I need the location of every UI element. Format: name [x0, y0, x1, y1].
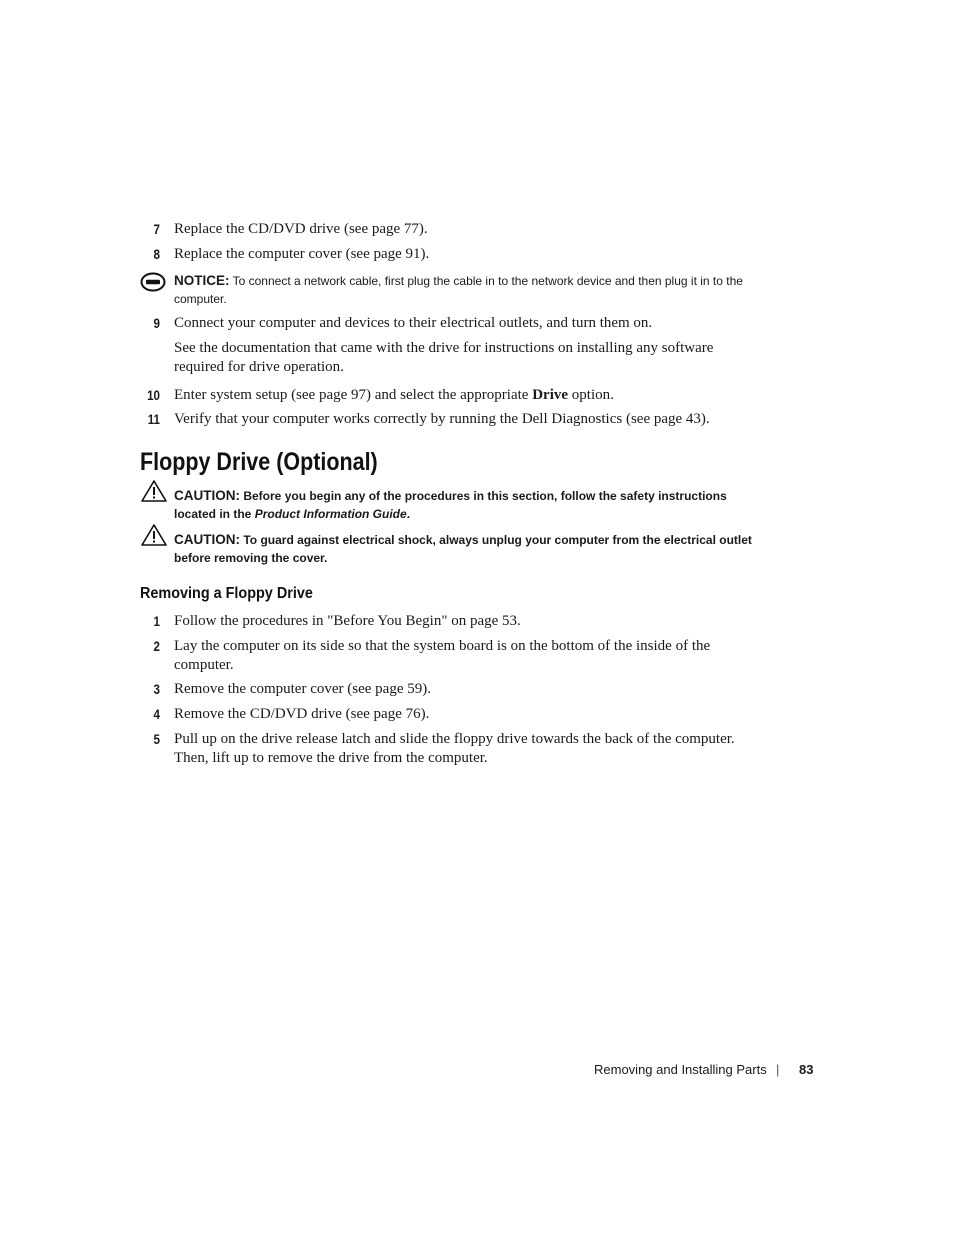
- step-text: Pull up on the drive release latch and slide the floppy drive towards the back of the computer. Then, lift up to remove the drive from the computer.: [174, 731, 735, 766]
- step-text: Replace the CD/DVD drive (see page 77).: [174, 221, 428, 237]
- notice-icon: [140, 272, 166, 298]
- caution-label: CAUTION:: [174, 488, 240, 503]
- caution-end: .: [406, 506, 411, 521]
- step-text: Connect your computer and devices to their electrical outlets, and turn them on.: [174, 315, 653, 331]
- subsection-title: Removing a Floppy Drive: [140, 585, 313, 602]
- step-number: 7: [153, 222, 160, 237]
- caution-label: CAUTION:: [174, 532, 240, 547]
- caution-text: Before you begin any of the procedures in this section, follow the safety instructions located in the: [174, 489, 727, 521]
- step-number: 3: [153, 682, 160, 697]
- drive-option-label: Drive: [532, 387, 569, 403]
- step-text: Remove the CD/DVD drive (see page 76).: [174, 706, 430, 722]
- step-text: Replace the computer cover (see page 91).: [174, 246, 430, 262]
- guide-title: Product Information Guide: [254, 506, 407, 521]
- step-number: 5: [153, 732, 160, 747]
- warning-triangle-icon: [140, 523, 168, 553]
- step-text-part: Enter system setup (see page 97) and select the appropriate: [174, 387, 533, 403]
- step-number: 10: [147, 388, 160, 403]
- step-number: 11: [147, 412, 160, 427]
- caution-text: To guard against electrical shock, always unplug your computer from the electrical outlet before removing the cover.: [174, 533, 752, 565]
- step-text-part: option.: [568, 387, 614, 403]
- step-number: 9: [153, 316, 160, 331]
- step-text: Follow the procedures in "Before You Begin" on page 53.: [174, 613, 521, 629]
- step-number: 1: [153, 614, 160, 629]
- notice-text: To connect a network cable, first plug the cable in to the network device and then plug it in to the computer.: [174, 274, 743, 306]
- footer-separator: |: [776, 1062, 780, 1077]
- footer-section-name: Removing and Installing Parts: [594, 1062, 767, 1077]
- notice-label: NOTICE:: [174, 273, 230, 288]
- step-text: Verify that your computer works correctly by running the Dell Diagnostics (see page 43).: [174, 411, 710, 427]
- step-text: [174, 386, 764, 405]
- step-text: Lay the computer on its side so that the system board is on the bottom of the inside of the computer.: [174, 638, 711, 673]
- step-number: 2: [153, 639, 160, 654]
- step-text: Remove the computer cover (see page 59).: [174, 681, 431, 697]
- step-paragraph: See the documentation that came with the drive for instructions on installing any software required for drive operation.: [174, 340, 714, 375]
- step-number: 4: [153, 707, 160, 722]
- page-number: 83: [799, 1062, 814, 1077]
- section-title: Floppy Drive (Optional): [140, 448, 378, 476]
- warning-triangle-icon: [140, 479, 168, 509]
- step-number: 8: [153, 247, 160, 262]
